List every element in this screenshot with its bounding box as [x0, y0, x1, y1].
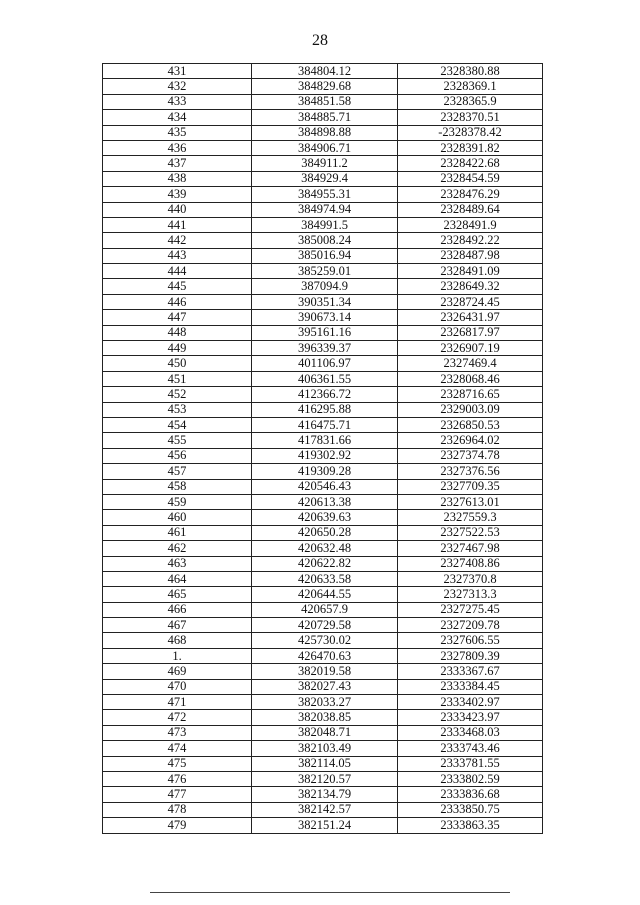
x-coordinate-cell: 416475.71 [252, 417, 398, 432]
point-number-cell: 471 [103, 695, 252, 710]
y-coordinate-cell: 2327613.01 [398, 494, 543, 509]
table-row [103, 510, 543, 525]
y-coordinate-cell: 2327376.56 [398, 464, 543, 479]
table-row [103, 402, 543, 417]
point-number-cell: 473 [103, 725, 252, 740]
table-row [103, 202, 543, 217]
y-coordinate-cell: 2333802.59 [398, 771, 543, 786]
table-row [103, 433, 543, 448]
y-coordinate-cell: 2327467.98 [398, 541, 543, 556]
x-coordinate-cell: 416295.88 [252, 402, 398, 417]
y-coordinate-cell: 2328391.82 [398, 140, 543, 155]
point-number-cell: 468 [103, 633, 252, 648]
x-coordinate-cell: 382103.49 [252, 741, 398, 756]
point-number-cell: 452 [103, 387, 252, 402]
point-number-cell: 463 [103, 556, 252, 571]
y-coordinate-cell: 2328487.98 [398, 248, 543, 263]
y-coordinate-cell: 2328716.65 [398, 387, 543, 402]
x-coordinate-cell: 385016.94 [252, 248, 398, 263]
table-row [103, 325, 543, 340]
x-coordinate-cell: 420632.48 [252, 541, 398, 556]
point-number-cell: 470 [103, 679, 252, 694]
point-number-cell: 451 [103, 371, 252, 386]
table-row [103, 664, 543, 679]
y-coordinate-cell: 2329003.09 [398, 402, 543, 417]
point-number-cell: 453 [103, 402, 252, 417]
x-coordinate-cell: 412366.72 [252, 387, 398, 402]
point-number-cell: 439 [103, 187, 252, 202]
y-coordinate-cell: 2328422.68 [398, 156, 543, 171]
y-coordinate-cell: 2333781.55 [398, 756, 543, 771]
point-number-cell: 436 [103, 140, 252, 155]
table-row [103, 771, 543, 786]
x-coordinate-cell: 382038.85 [252, 710, 398, 725]
x-coordinate-cell: 384804.12 [252, 64, 398, 79]
x-coordinate-cell: 384898.88 [252, 125, 398, 140]
point-number-cell: 478 [103, 802, 252, 817]
table-row [103, 679, 543, 694]
point-number-cell: 479 [103, 818, 252, 833]
y-coordinate-cell: 2328476.29 [398, 187, 543, 202]
point-number-cell: 435 [103, 125, 252, 140]
point-number-cell: 461 [103, 525, 252, 540]
y-coordinate-cell: 2333367.67 [398, 664, 543, 679]
table-row [103, 279, 543, 294]
y-coordinate-cell: 2327469.4 [398, 356, 543, 371]
point-number-cell: 442 [103, 233, 252, 248]
point-number-cell: 456 [103, 448, 252, 463]
point-number-cell: 447 [103, 310, 252, 325]
coordinates-table [102, 63, 543, 834]
table-row [103, 556, 543, 571]
table-row [103, 618, 543, 633]
point-number-cell: 469 [103, 664, 252, 679]
y-coordinate-cell: 2328492.22 [398, 233, 543, 248]
point-number-cell: 455 [103, 433, 252, 448]
x-coordinate-cell: 384991.5 [252, 217, 398, 232]
x-coordinate-cell: 420639.63 [252, 510, 398, 525]
table-row [103, 140, 543, 155]
x-coordinate-cell: 382048.71 [252, 725, 398, 740]
table-row [103, 187, 543, 202]
point-number-cell: 465 [103, 587, 252, 602]
x-coordinate-cell: 425730.02 [252, 633, 398, 648]
y-coordinate-cell: -2328378.42 [398, 125, 543, 140]
point-number-cell: 446 [103, 294, 252, 309]
point-number-cell: 459 [103, 494, 252, 509]
table-row [103, 648, 543, 663]
y-coordinate-cell: 2333743.46 [398, 741, 543, 756]
y-coordinate-cell: 2328068.46 [398, 371, 543, 386]
x-coordinate-cell: 382134.79 [252, 787, 398, 802]
table-row [103, 64, 543, 79]
x-coordinate-cell: 420650.28 [252, 525, 398, 540]
point-number-cell: 441 [103, 217, 252, 232]
table-row [103, 217, 543, 232]
point-number-cell: 462 [103, 541, 252, 556]
table-row [103, 125, 543, 140]
x-coordinate-cell: 420729.58 [252, 618, 398, 633]
table-row [103, 417, 543, 432]
x-coordinate-cell: 426470.63 [252, 648, 398, 663]
y-coordinate-cell: 2333468.03 [398, 725, 543, 740]
x-coordinate-cell: 420622.82 [252, 556, 398, 571]
y-coordinate-cell: 2328491.09 [398, 264, 543, 279]
y-coordinate-cell: 2328489.64 [398, 202, 543, 217]
table-row [103, 248, 543, 263]
y-coordinate-cell: 2328724.45 [398, 294, 543, 309]
x-coordinate-cell: 385259.01 [252, 264, 398, 279]
x-coordinate-cell: 390673.14 [252, 310, 398, 325]
y-coordinate-cell: 2327370.8 [398, 571, 543, 586]
x-coordinate-cell: 401106.97 [252, 356, 398, 371]
x-coordinate-cell: 420613.38 [252, 494, 398, 509]
y-coordinate-cell: 2333863.35 [398, 818, 543, 833]
table-row [103, 602, 543, 617]
x-coordinate-cell: 382114.05 [252, 756, 398, 771]
point-number-cell: 431 [103, 64, 252, 79]
x-coordinate-cell: 420644.55 [252, 587, 398, 602]
x-coordinate-cell: 384851.58 [252, 94, 398, 109]
table-row [103, 710, 543, 725]
x-coordinate-cell: 382027.43 [252, 679, 398, 694]
point-number-cell: 450 [103, 356, 252, 371]
point-number-cell: 437 [103, 156, 252, 171]
x-coordinate-cell: 384929.4 [252, 171, 398, 186]
y-coordinate-cell: 2327559.3 [398, 510, 543, 525]
point-number-cell: 460 [103, 510, 252, 525]
y-coordinate-cell: 2326850.53 [398, 417, 543, 432]
table-row [103, 233, 543, 248]
table-row [103, 695, 543, 710]
x-coordinate-cell: 382142.57 [252, 802, 398, 817]
table-row [103, 356, 543, 371]
table-row [103, 756, 543, 771]
y-coordinate-cell: 2333384.45 [398, 679, 543, 694]
point-number-cell: 444 [103, 264, 252, 279]
point-number-cell: 438 [103, 171, 252, 186]
y-coordinate-cell: 2327374.78 [398, 448, 543, 463]
y-coordinate-cell: 2328380.88 [398, 64, 543, 79]
x-coordinate-cell: 420546.43 [252, 479, 398, 494]
x-coordinate-cell: 395161.16 [252, 325, 398, 340]
table-row [103, 725, 543, 740]
x-coordinate-cell: 420657.9 [252, 602, 398, 617]
point-number-cell: 477 [103, 787, 252, 802]
table-row [103, 802, 543, 817]
table-row [103, 494, 543, 509]
x-coordinate-cell: 385008.24 [252, 233, 398, 248]
table-row [103, 310, 543, 325]
y-coordinate-cell: 2333402.97 [398, 695, 543, 710]
table-row [103, 294, 543, 309]
point-number-cell: 466 [103, 602, 252, 617]
y-coordinate-cell: 2327275.45 [398, 602, 543, 617]
x-coordinate-cell: 382019.58 [252, 664, 398, 679]
point-number-cell: 1. [103, 648, 252, 663]
table-row [103, 110, 543, 125]
point-number-cell: 448 [103, 325, 252, 340]
bottom-rule [150, 892, 510, 893]
x-coordinate-cell: 387094.9 [252, 279, 398, 294]
y-coordinate-cell: 2333836.68 [398, 787, 543, 802]
table-row [103, 464, 543, 479]
x-coordinate-cell: 417831.66 [252, 433, 398, 448]
table-row [103, 371, 543, 386]
table-row [103, 264, 543, 279]
y-coordinate-cell: 2327522.53 [398, 525, 543, 540]
x-coordinate-cell: 382033.27 [252, 695, 398, 710]
point-number-cell: 475 [103, 756, 252, 771]
point-number-cell: 467 [103, 618, 252, 633]
x-coordinate-cell: 384885.71 [252, 110, 398, 125]
x-coordinate-cell: 420633.58 [252, 571, 398, 586]
y-coordinate-cell: 2326907.19 [398, 341, 543, 356]
table-row [103, 156, 543, 171]
point-number-cell: 433 [103, 94, 252, 109]
y-coordinate-cell: 2333850.75 [398, 802, 543, 817]
table-row [103, 171, 543, 186]
point-number-cell: 472 [103, 710, 252, 725]
y-coordinate-cell: 2328370.51 [398, 110, 543, 125]
table-row [103, 79, 543, 94]
y-coordinate-cell: 2326964.02 [398, 433, 543, 448]
point-number-cell: 457 [103, 464, 252, 479]
y-coordinate-cell: 2328365.9 [398, 94, 543, 109]
point-number-cell: 445 [103, 279, 252, 294]
y-coordinate-cell: 2326431.97 [398, 310, 543, 325]
point-number-cell: 449 [103, 341, 252, 356]
y-coordinate-cell: 2327606.55 [398, 633, 543, 648]
point-number-cell: 434 [103, 110, 252, 125]
point-number-cell: 474 [103, 741, 252, 756]
y-coordinate-cell: 2327408.86 [398, 556, 543, 571]
table-row [103, 741, 543, 756]
y-coordinate-cell: 2328454.59 [398, 171, 543, 186]
y-coordinate-cell: 2328649.32 [398, 279, 543, 294]
table-row [103, 94, 543, 109]
x-coordinate-cell: 384974.94 [252, 202, 398, 217]
table-row [103, 448, 543, 463]
y-coordinate-cell: 2327313.3 [398, 587, 543, 602]
x-coordinate-cell: 419309.28 [252, 464, 398, 479]
table-row [103, 525, 543, 540]
y-coordinate-cell: 2327809.39 [398, 648, 543, 663]
page-number: 28 [312, 32, 328, 49]
point-number-cell: 464 [103, 571, 252, 586]
x-coordinate-cell: 406361.55 [252, 371, 398, 386]
table-row [103, 479, 543, 494]
table-row [103, 633, 543, 648]
y-coordinate-cell: 2327209.78 [398, 618, 543, 633]
x-coordinate-cell: 384955.31 [252, 187, 398, 202]
x-coordinate-cell: 396339.37 [252, 341, 398, 356]
y-coordinate-cell: 2328369.1 [398, 79, 543, 94]
point-number-cell: 443 [103, 248, 252, 263]
table-row [103, 541, 543, 556]
point-number-cell: 454 [103, 417, 252, 432]
table-row [103, 587, 543, 602]
y-coordinate-cell: 2326817.97 [398, 325, 543, 340]
x-coordinate-cell: 390351.34 [252, 294, 398, 309]
coordinates-table-body [103, 64, 543, 834]
point-number-cell: 458 [103, 479, 252, 494]
x-coordinate-cell: 384829.68 [252, 79, 398, 94]
x-coordinate-cell: 384911.2 [252, 156, 398, 171]
x-coordinate-cell: 382120.57 [252, 771, 398, 786]
y-coordinate-cell: 2333423.97 [398, 710, 543, 725]
x-coordinate-cell: 419302.92 [252, 448, 398, 463]
point-number-cell: 476 [103, 771, 252, 786]
y-coordinate-cell: 2327709.35 [398, 479, 543, 494]
y-coordinate-cell: 2328491.9 [398, 217, 543, 232]
table-row [103, 387, 543, 402]
x-coordinate-cell: 384906.71 [252, 140, 398, 155]
point-number-cell: 440 [103, 202, 252, 217]
table-row [103, 787, 543, 802]
point-number-cell: 432 [103, 79, 252, 94]
table-row [103, 818, 543, 833]
x-coordinate-cell: 382151.24 [252, 818, 398, 833]
table-row [103, 571, 543, 586]
table-row [103, 341, 543, 356]
